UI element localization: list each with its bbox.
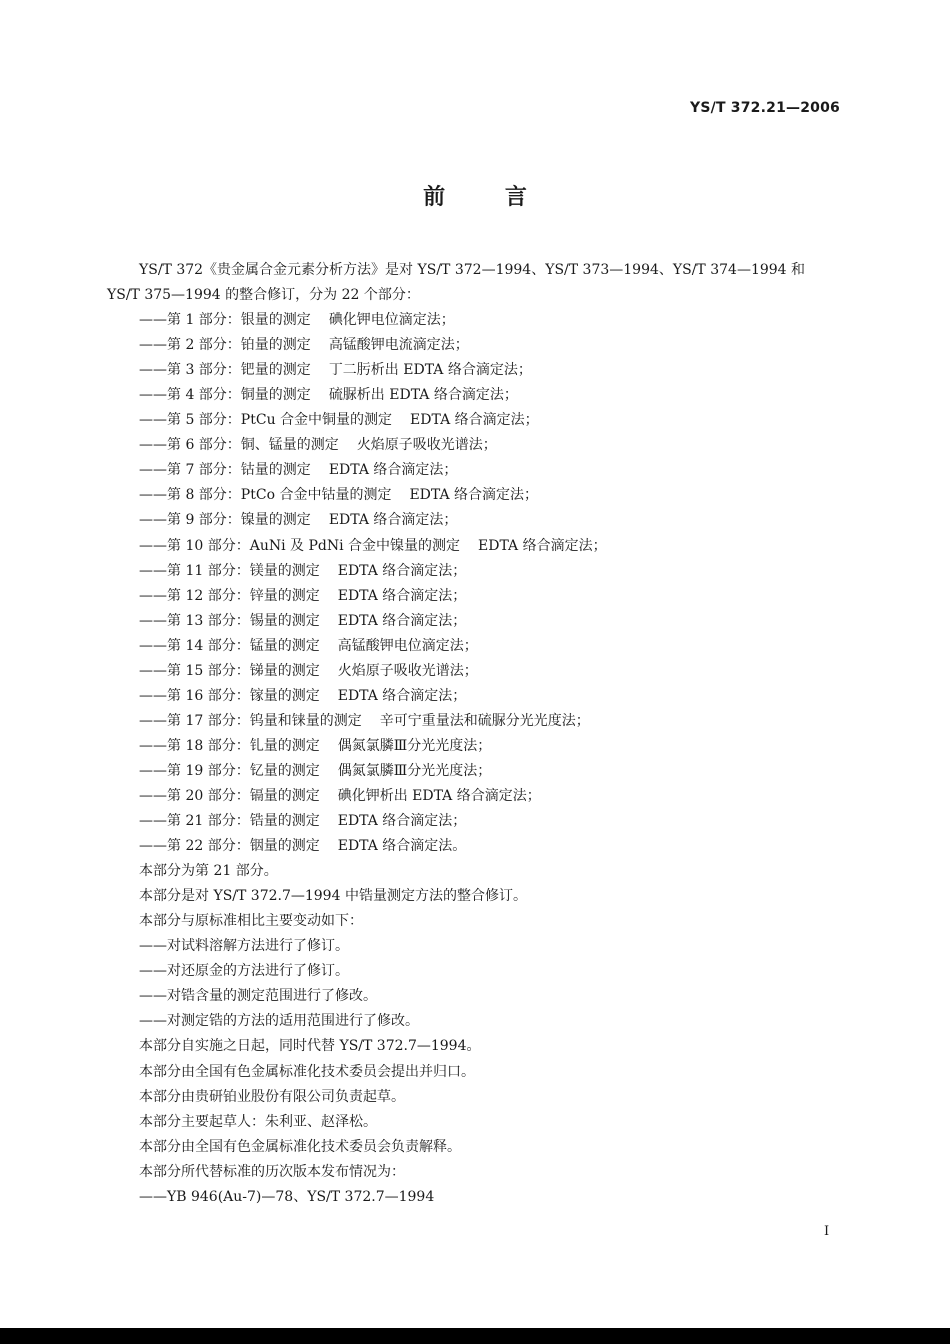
intro-paragraph: YS/T 372《贵金属合金元素分析方法》是对 YS/T 372—1994、YS/T 373—1994、YS/T 374—1994 和 YS/T 375—1994 的整合修订，分为 22 个部分： — [107, 262, 806, 304]
part-item — [107, 508, 842, 533]
footer-bar — [0, 1328, 950, 1344]
part-method: EDTA 络合滴定法； — [337, 562, 467, 579]
part-method: EDTA 络合滴定法； — [337, 813, 467, 830]
part-item — [107, 534, 842, 559]
part-name: ——第 4 部分：铜量的测定 — [139, 387, 311, 404]
part-name: ——第 21 部分：锆量的测定 — [139, 813, 320, 830]
part-item — [107, 333, 842, 358]
part-name: ——第 13 部分：锡量的测定 — [139, 612, 320, 629]
title-char-1: 前 — [423, 185, 446, 210]
body-line: 本部分所代替标准的历次版本发布情况为： — [139, 1163, 405, 1180]
body-line: ——对试料溶解方法进行了修订。 — [139, 938, 349, 955]
standard-code: YS/T 372.21—2006 — [690, 100, 840, 116]
part-name: ——第 12 部分：锌量的测定 — [139, 587, 320, 604]
part-method: EDTA 络合滴定法； — [337, 587, 467, 604]
part-method: 高锰酸钾电流滴定法； — [328, 337, 469, 354]
part-name: ——第 8 部分：PtCo 合金中钴量的测定 — [139, 487, 392, 504]
part-name: ——第 16 部分：镓量的测定 — [139, 687, 320, 704]
part-name: ——第 20 部分：镉量的测定 — [139, 787, 320, 804]
part-method: 高锰酸钾电位滴定法； — [337, 637, 478, 654]
part-method: 火焰原子吸收光谱法； — [356, 437, 497, 454]
part-item — [107, 358, 842, 383]
part-item — [107, 634, 842, 659]
part-name: ——第 22 部分：铟量的测定 — [139, 838, 320, 855]
part-item — [107, 809, 842, 834]
part-item — [107, 433, 842, 458]
part-name: ——第 7 部分：钴量的测定 — [139, 462, 311, 479]
body-line: ——YB 946(Au-7)—78、YS/T 372.7—1994 — [139, 1188, 435, 1205]
part-item — [107, 458, 842, 483]
part-method: 硫脲析出 EDTA 络合滴定法； — [328, 387, 518, 404]
part-name: ——第 5 部分：PtCu 合金中铜量的测定 — [139, 412, 393, 429]
body-line: 本部分自实施之日起，同时代替 YS/T 372.7—1994。 — [139, 1038, 481, 1055]
page-number: I — [824, 1224, 830, 1239]
body-line: 本部分由贵研铂业股份有限公司负责起草。 — [139, 1088, 405, 1105]
part-method: EDTA 络合滴定法； — [410, 412, 539, 429]
body-line: 本部分由全国有色金属标准化技术委员会提出并归口。 — [139, 1063, 475, 1080]
part-item — [107, 734, 842, 759]
part-name: ——第 18 部分：钆量的测定 — [139, 737, 320, 754]
part-item — [107, 834, 842, 859]
body-line: ——对还原金的方法进行了修订。 — [139, 963, 349, 980]
part-item — [107, 559, 842, 584]
part-method: EDTA 络合滴定法； — [328, 512, 458, 529]
part-item — [107, 659, 842, 684]
part-item — [107, 684, 842, 709]
title-char-2: 言 — [504, 185, 527, 210]
part-item — [107, 759, 842, 784]
part-name: ——第 10 部分：AuNi 及 PdNi 合金中镍量的测定 — [139, 537, 461, 554]
part-name: ——第 6 部分：铜、锰量的测定 — [139, 437, 339, 454]
page-title — [0, 180, 950, 211]
body-line: 本部分与原标准相比主要变动如下： — [139, 913, 363, 930]
part-name: ——第 17 部分：钨量和铼量的测定 — [139, 712, 362, 729]
body-lines — [107, 859, 842, 1210]
part-method: 丁二肟析出 EDTA 络合滴定法； — [328, 362, 532, 379]
part-method: EDTA 络合滴定法； — [409, 487, 539, 504]
part-name: ——第 1 部分：银量的测定 — [139, 312, 311, 329]
part-item — [107, 784, 842, 809]
body-line: ——对锆含量的测定范围进行了修改。 — [139, 988, 377, 1005]
body-line: ——对测定锆的方法的适用范围进行了修改。 — [139, 1013, 419, 1030]
part-name: ——第 11 部分：镁量的测定 — [139, 562, 320, 579]
body-line: 本部分由全国有色金属标准化技术委员会负责解释。 — [139, 1138, 461, 1155]
part-name: ——第 19 部分：钇量的测定 — [139, 762, 320, 779]
part-item — [107, 609, 842, 634]
part-method: EDTA 络合滴定法； — [337, 687, 467, 704]
part-item — [107, 383, 842, 408]
part-item — [107, 308, 842, 333]
part-name: ——第 2 部分：铂量的测定 — [139, 337, 311, 354]
part-method: EDTA 络合滴定法。 — [337, 838, 467, 855]
parts-list — [107, 308, 842, 859]
part-method: 偶氮氯膦Ⅲ分光光度法； — [337, 762, 492, 779]
body-line: 本部分主要起草人：朱利亚、赵泽松。 — [139, 1113, 377, 1130]
part-item — [107, 584, 842, 609]
part-name: ——第 15 部分：锑量的测定 — [139, 662, 320, 679]
part-name: ——第 9 部分：镍量的测定 — [139, 512, 311, 529]
part-method: 偶氮氯膦Ⅲ分光光度法； — [337, 737, 492, 754]
preface-body — [107, 258, 842, 1210]
part-method: 碘化钾析出 EDTA 络合滴定法； — [337, 787, 541, 804]
part-method: 火焰原子吸收光谱法； — [337, 662, 478, 679]
body-line: 本部分为第 21 部分。 — [139, 863, 278, 880]
part-method: 辛可宁重量法和硫脲分光光度法； — [379, 712, 590, 729]
part-item — [107, 483, 842, 508]
part-name: ——第 14 部分：锰量的测定 — [139, 637, 320, 654]
body-line: 本部分是对 YS/T 372.7—1994 中锆量测定方法的整合修订。 — [139, 888, 527, 905]
part-item — [107, 709, 842, 734]
part-method: EDTA 络合滴定法； — [337, 612, 467, 629]
part-item — [107, 408, 842, 433]
part-method: EDTA 络合滴定法； — [328, 462, 458, 479]
part-method: EDTA 络合滴定法； — [478, 537, 607, 554]
part-method: 碘化钾电位滴定法； — [328, 312, 455, 329]
part-name: ——第 3 部分：钯量的测定 — [139, 362, 311, 379]
